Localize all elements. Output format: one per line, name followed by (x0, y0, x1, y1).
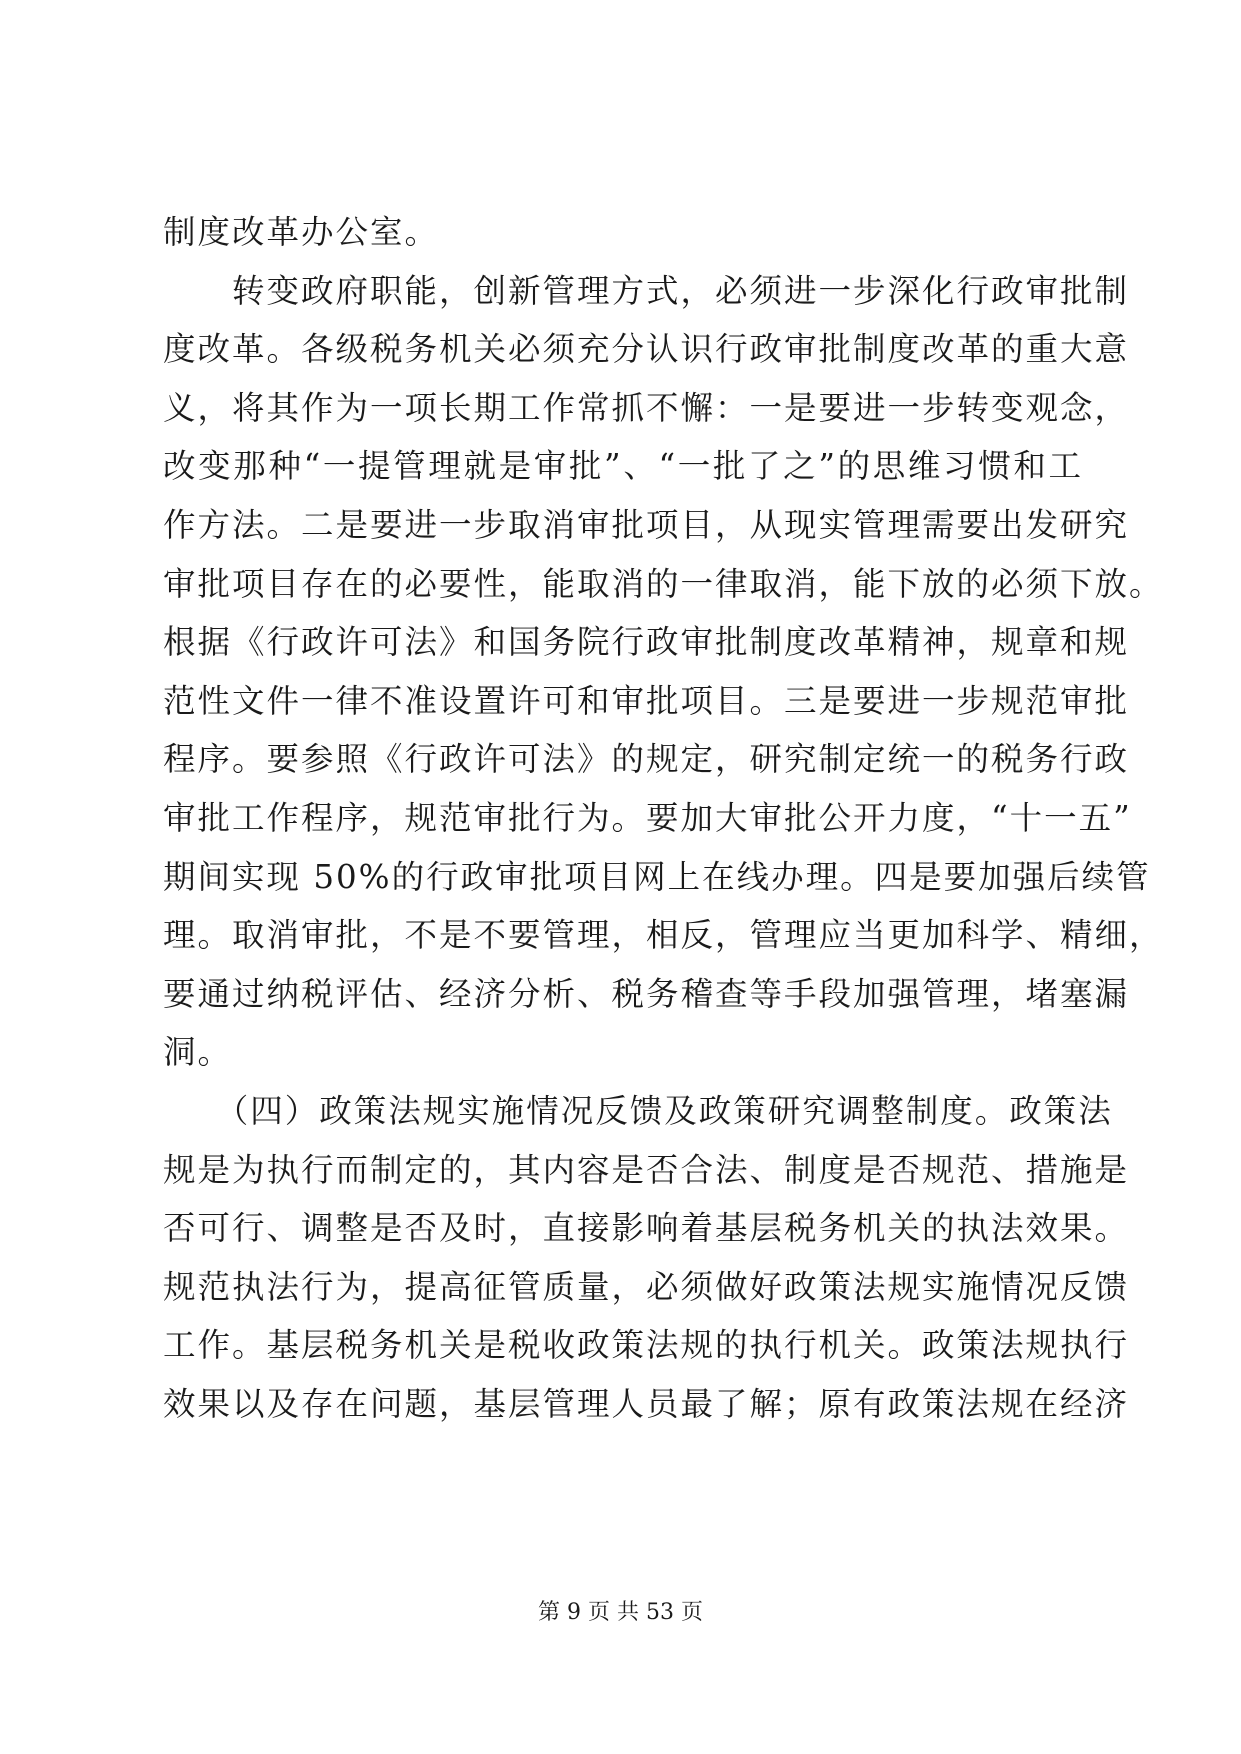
text-line: 义，将其作为一项长期工作常抓不懈：一是要进一步转变观念， (163, 388, 1130, 427)
text-line: 否可行、调整是否及时，直接影响着基层税务机关的执法效果。 (163, 1209, 1130, 1248)
text-line: 要通过纳税评估、经济分析、税务稽查等手段加强管理，堵塞漏 (163, 974, 1130, 1013)
page-number-footer: 第 9 页 共 53 页 (538, 1600, 703, 1625)
text-line: 度改革。各级税务机关必须充分认识行政审批制度改革的重大意 (163, 330, 1130, 369)
text-line: 范性文件一律不准设置许可和审批项目。三是要进一步规范审批 (163, 681, 1130, 720)
text-line: 理。取消审批，不是不要管理，相反，管理应当更加科学、精细， (163, 916, 1164, 955)
text-line: 规范执法行为，提高征管质量，必须做好政策法规实施情况反馈 (163, 1267, 1130, 1306)
text-line: 审批项目存在的必要性，能取消的一律取消，能下放的必须下放。 (163, 564, 1164, 603)
text-line: 期间实现 50%的行政审批项目网上在线办理。四是要加强后续管 (163, 857, 1151, 896)
text-line: 效果以及存在问题，基层管理人员最了解；原有政策法规在经济 (163, 1384, 1130, 1423)
text-line: 程序。要参照《行政许可法》的规定，研究制定统一的税务行政 (163, 740, 1130, 779)
body-text (163, 203, 1164, 1433)
text-line: 工作。基层税务机关是税收政策法规的执行机关。政策法规执行 (163, 1326, 1130, 1365)
text-line: 转变政府职能，创新管理方式，必须进一步深化行政审批制 (163, 271, 1130, 310)
text-line: 规是为执行而制定的，其内容是否合法、制度是否规范、措施是 (163, 1150, 1130, 1189)
text-line: 审批工作程序，规范审批行为。要加大审批公开力度，“十一五” (163, 798, 1132, 837)
text-line: （四）政策法规实施情况反馈及政策研究调整制度。政策法 (163, 1091, 1113, 1130)
text-line: 根据《行政许可法》和国务院行政审批制度改革精神，规章和规 (163, 623, 1130, 662)
text-line: 洞。 (163, 1033, 233, 1072)
text-line: 制度改革办公室。 (163, 213, 440, 251)
text-line: 作方法。二是要进一步取消审批项目，从现实管理需要出发研究 (163, 505, 1130, 544)
text-line: 改变那种“一提管理就是审批”、“一批了之”的思维习惯和工 (163, 447, 1083, 486)
